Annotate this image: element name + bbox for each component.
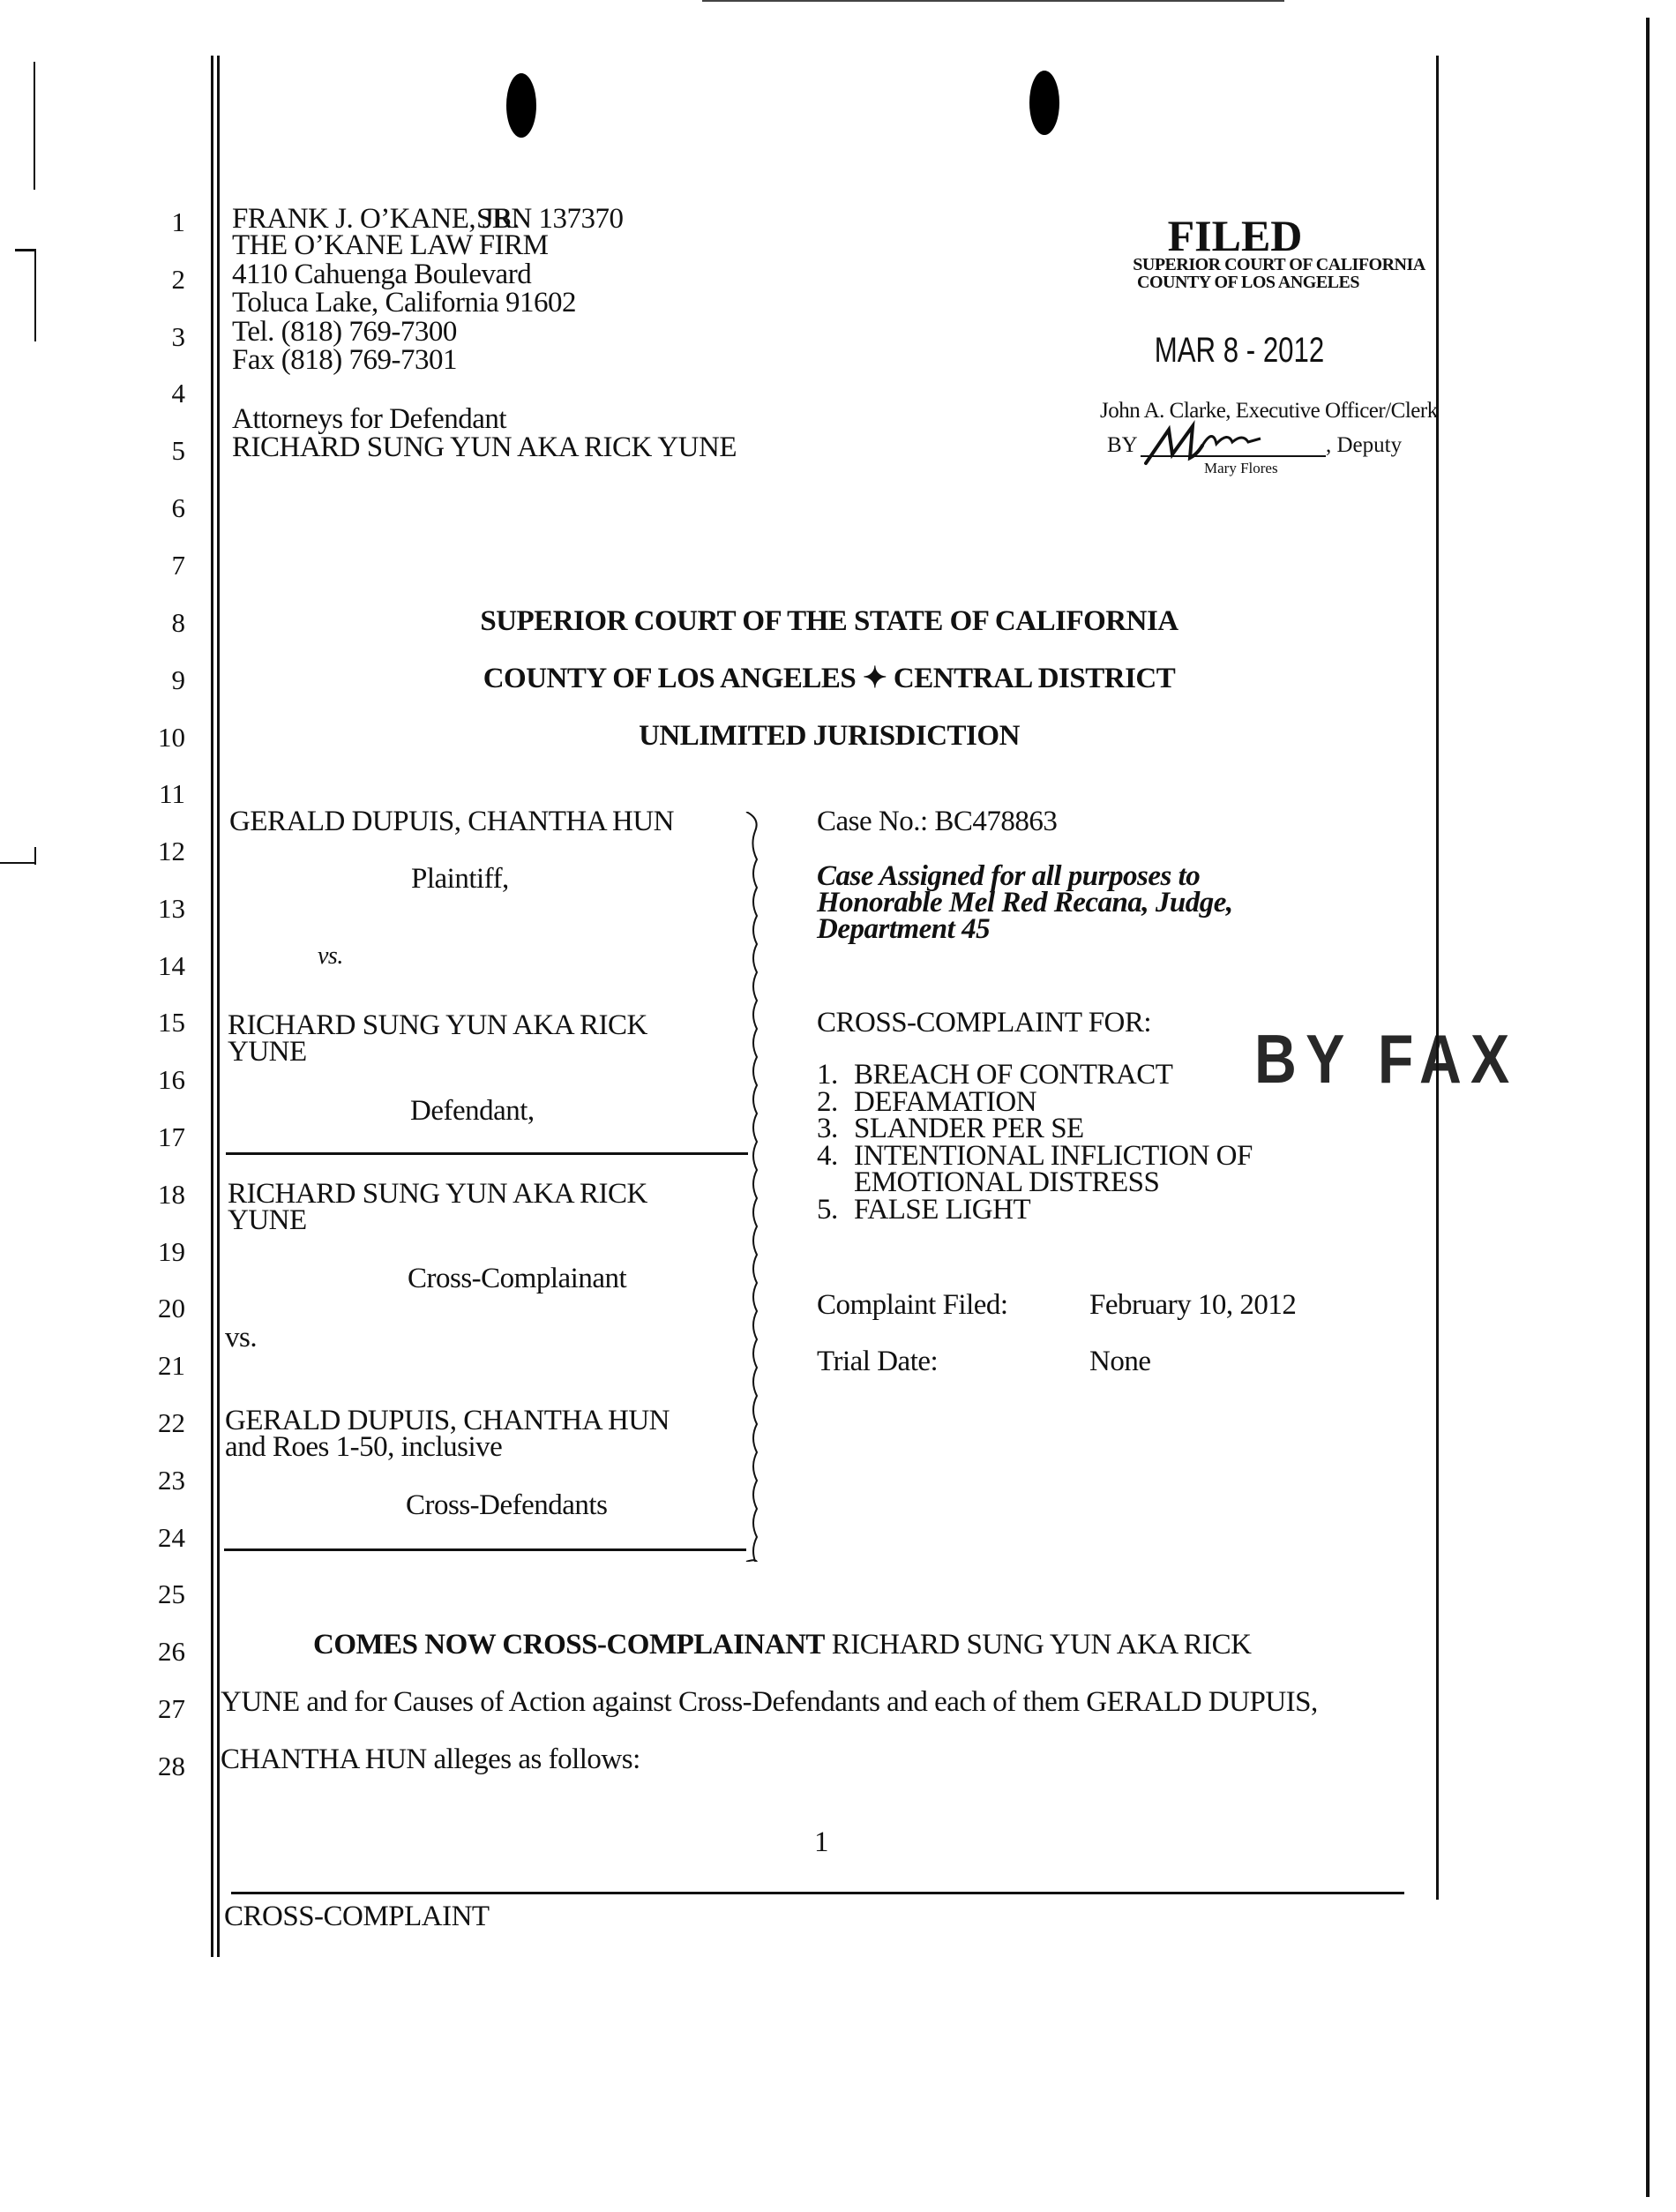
cause-text: DEFAMATION [854,1085,1037,1118]
attorney-client: RICHARD SUNG YUN AKA RICK YUNE [232,431,737,463]
line-number: 1 [171,206,185,237]
line-number: 28 [158,1751,185,1781]
margin-rule-outer [211,56,213,1957]
footer-rule [231,1892,1404,1894]
line-number: 7 [171,550,185,581]
attorney-firm: THE O’KANE LAW FIRM [232,229,549,261]
caption-cross-defendants-line1: GERALD DUPUIS, CHANTHA HUN [225,1405,670,1436]
line-number: 20 [158,1293,185,1323]
caption-defendant-line1: RICHARD SUNG YUN AKA RICK [228,1009,647,1041]
cause-text: EMOTIONAL DISTRESS [854,1166,1160,1198]
caption-cross-complainant-line1: RICHARD SUNG YUN AKA RICK [228,1178,647,1210]
caption-plaintiff-label: Plaintiff, [411,863,509,895]
cause-text: INTENTIONAL INFLICTION OF [854,1139,1253,1172]
trial-date-value: None [1089,1346,1151,1377]
caption-defendant-label: Defendant, [410,1095,535,1127]
line-number: 22 [158,1407,185,1438]
line-number: 27 [158,1693,185,1724]
complaint-filed-value: February 10, 2012 [1089,1289,1297,1321]
cause-item [817,1139,1253,1172]
cause-item [817,1085,1037,1118]
cause-number: 3. [817,1113,838,1144]
cause-item [817,1166,1160,1198]
caption-cross-defendants-label: Cross-Defendants [406,1489,608,1521]
scan-mark-left-5 [0,862,35,864]
cause-text: SLANDER PER SE [854,1113,1084,1144]
attorney-sbn: SBN 137370 [476,203,624,235]
court-heading-line3: UNLIMITED JURISDICTION [639,720,1020,752]
body-line-26-rest: RICHARD SUNG YUN AKA RICK [824,1629,1252,1661]
caption-plaintiffs: GERALD DUPUIS, CHANTHA HUN [229,806,675,837]
filed-by-label: BY [1107,433,1138,457]
filed-county: COUNTY OF LOS ANGELES [1137,273,1359,292]
margin-rule-inner [217,56,220,1957]
line-number: 10 [158,722,185,753]
cause-number: 4. [817,1139,838,1172]
line-number: 15 [158,1007,185,1038]
trial-date-label: Trial Date: [817,1346,939,1377]
case-assigned-line1: Case Assigned for all purposes to [817,860,1201,892]
line-number: 23 [158,1465,185,1496]
line-number: 19 [158,1236,185,1267]
line-number: 17 [158,1121,185,1152]
line-number: 12 [158,836,185,866]
line-number: 9 [171,664,185,695]
attorney-fax: Fax (818) 769-7301 [232,344,457,376]
filed-court: SUPERIOR COURT OF CALIFORNIA [1133,255,1425,274]
punch-hole-right [1029,71,1059,135]
filed-officer: John A. Clarke, Executive Officer/Clerk [1100,399,1438,423]
page-edge-right [1646,18,1650,2197]
cause-item [817,1115,1084,1142]
cause-item [817,1193,1031,1226]
case-assigned-line2: Honorable Mel Red Recana, Judge, [817,887,1233,919]
punch-hole-left [506,73,536,138]
caption-cross-complainant-label: Cross-Complainant [408,1263,627,1294]
by-fax-stamp: BY FAX [1254,1020,1519,1098]
cause-number: 1. [817,1059,838,1091]
body-line-27: YUNE and for Causes of Action against Cross-Defendants and each of them GERALD DUPUIS, [221,1686,1318,1718]
line-number: 11 [159,778,185,809]
line-number: 24 [158,1522,185,1553]
scan-mark-left-3 [34,249,36,341]
case-assigned-line3: Department 45 [817,913,991,945]
footer-title: CROSS-COMPLAINT [224,1901,490,1932]
scan-mark-left-2 [15,249,36,251]
attorney-name: FRANK J. O’KANE, JR. [232,203,520,235]
line-number: 13 [158,893,185,924]
caption-cross-complainant-line2: YUNE [228,1204,307,1236]
caption-defendant-line2: YUNE [228,1036,307,1068]
cross-complaint-for: CROSS-COMPLAINT FOR: [817,1007,1152,1039]
line-number: 16 [158,1064,185,1095]
court-heading-line1: SUPERIOR COURT OF THE STATE OF CALIFORNIA [480,605,1178,637]
body-line-26 [313,1631,1252,1659]
line-number: 18 [158,1179,185,1210]
line-number: 5 [171,435,185,466]
line-number: 2 [171,264,185,295]
cause-number: 5. [817,1193,838,1226]
line-number: 25 [158,1578,185,1609]
caption-vs-2: vs. [225,1322,258,1353]
cause-number: 2. [817,1085,838,1118]
line-number: 26 [158,1636,185,1667]
court-heading-line2: COUNTY OF LOS ANGELES ✦ CENTRAL DISTRICT [483,663,1176,694]
line-number: 3 [171,321,185,352]
filed-stamp [1089,212,1486,494]
attorney-role: Attorneys for Defendant [232,403,507,435]
filed-deputy-label: , Deputy [1326,433,1403,457]
line-number: 21 [158,1350,185,1381]
scan-mark-top [702,0,1284,2]
line-number: 6 [171,492,185,523]
body-line-28: CHANTHA HUN alleges as follows: [221,1743,640,1775]
line-number: 4 [171,378,185,409]
line-number: 8 [171,607,185,638]
caption-bracket [743,812,769,1562]
scan-mark-left-1 [34,62,35,190]
body-line-26-bold: COMES NOW CROSS-COMPLAINANT [313,1629,825,1661]
line-number: 14 [158,950,185,981]
filed-signer-name: Mary Flores [1204,460,1278,476]
attorney-tel: Tel. (818) 769-7300 [232,316,457,348]
caption-divider-2 [224,1548,746,1551]
cause-text: FALSE LIGHT [854,1193,1031,1226]
complaint-filed-label: Complaint Filed: [817,1289,1008,1321]
caption-divider-1 [226,1152,748,1155]
page-number: 1 [814,1826,828,1858]
filed-title: FILED [1167,211,1303,260]
cause-item [817,1059,1173,1091]
cause-text: BREACH OF CONTRACT [854,1059,1173,1091]
caption-cross-defendants-line2: and Roes 1-50, inclusive [225,1431,503,1463]
caption-vs-1: vs. [318,942,343,970]
attorney-address1: 4110 Cahuenga Boulevard [232,259,532,290]
attorney-address2: Toluca Lake, California 91602 [232,287,577,319]
filed-date: MAR 8 - 2012 [1154,331,1325,370]
case-number: Case No.: BC478863 [817,806,1058,837]
